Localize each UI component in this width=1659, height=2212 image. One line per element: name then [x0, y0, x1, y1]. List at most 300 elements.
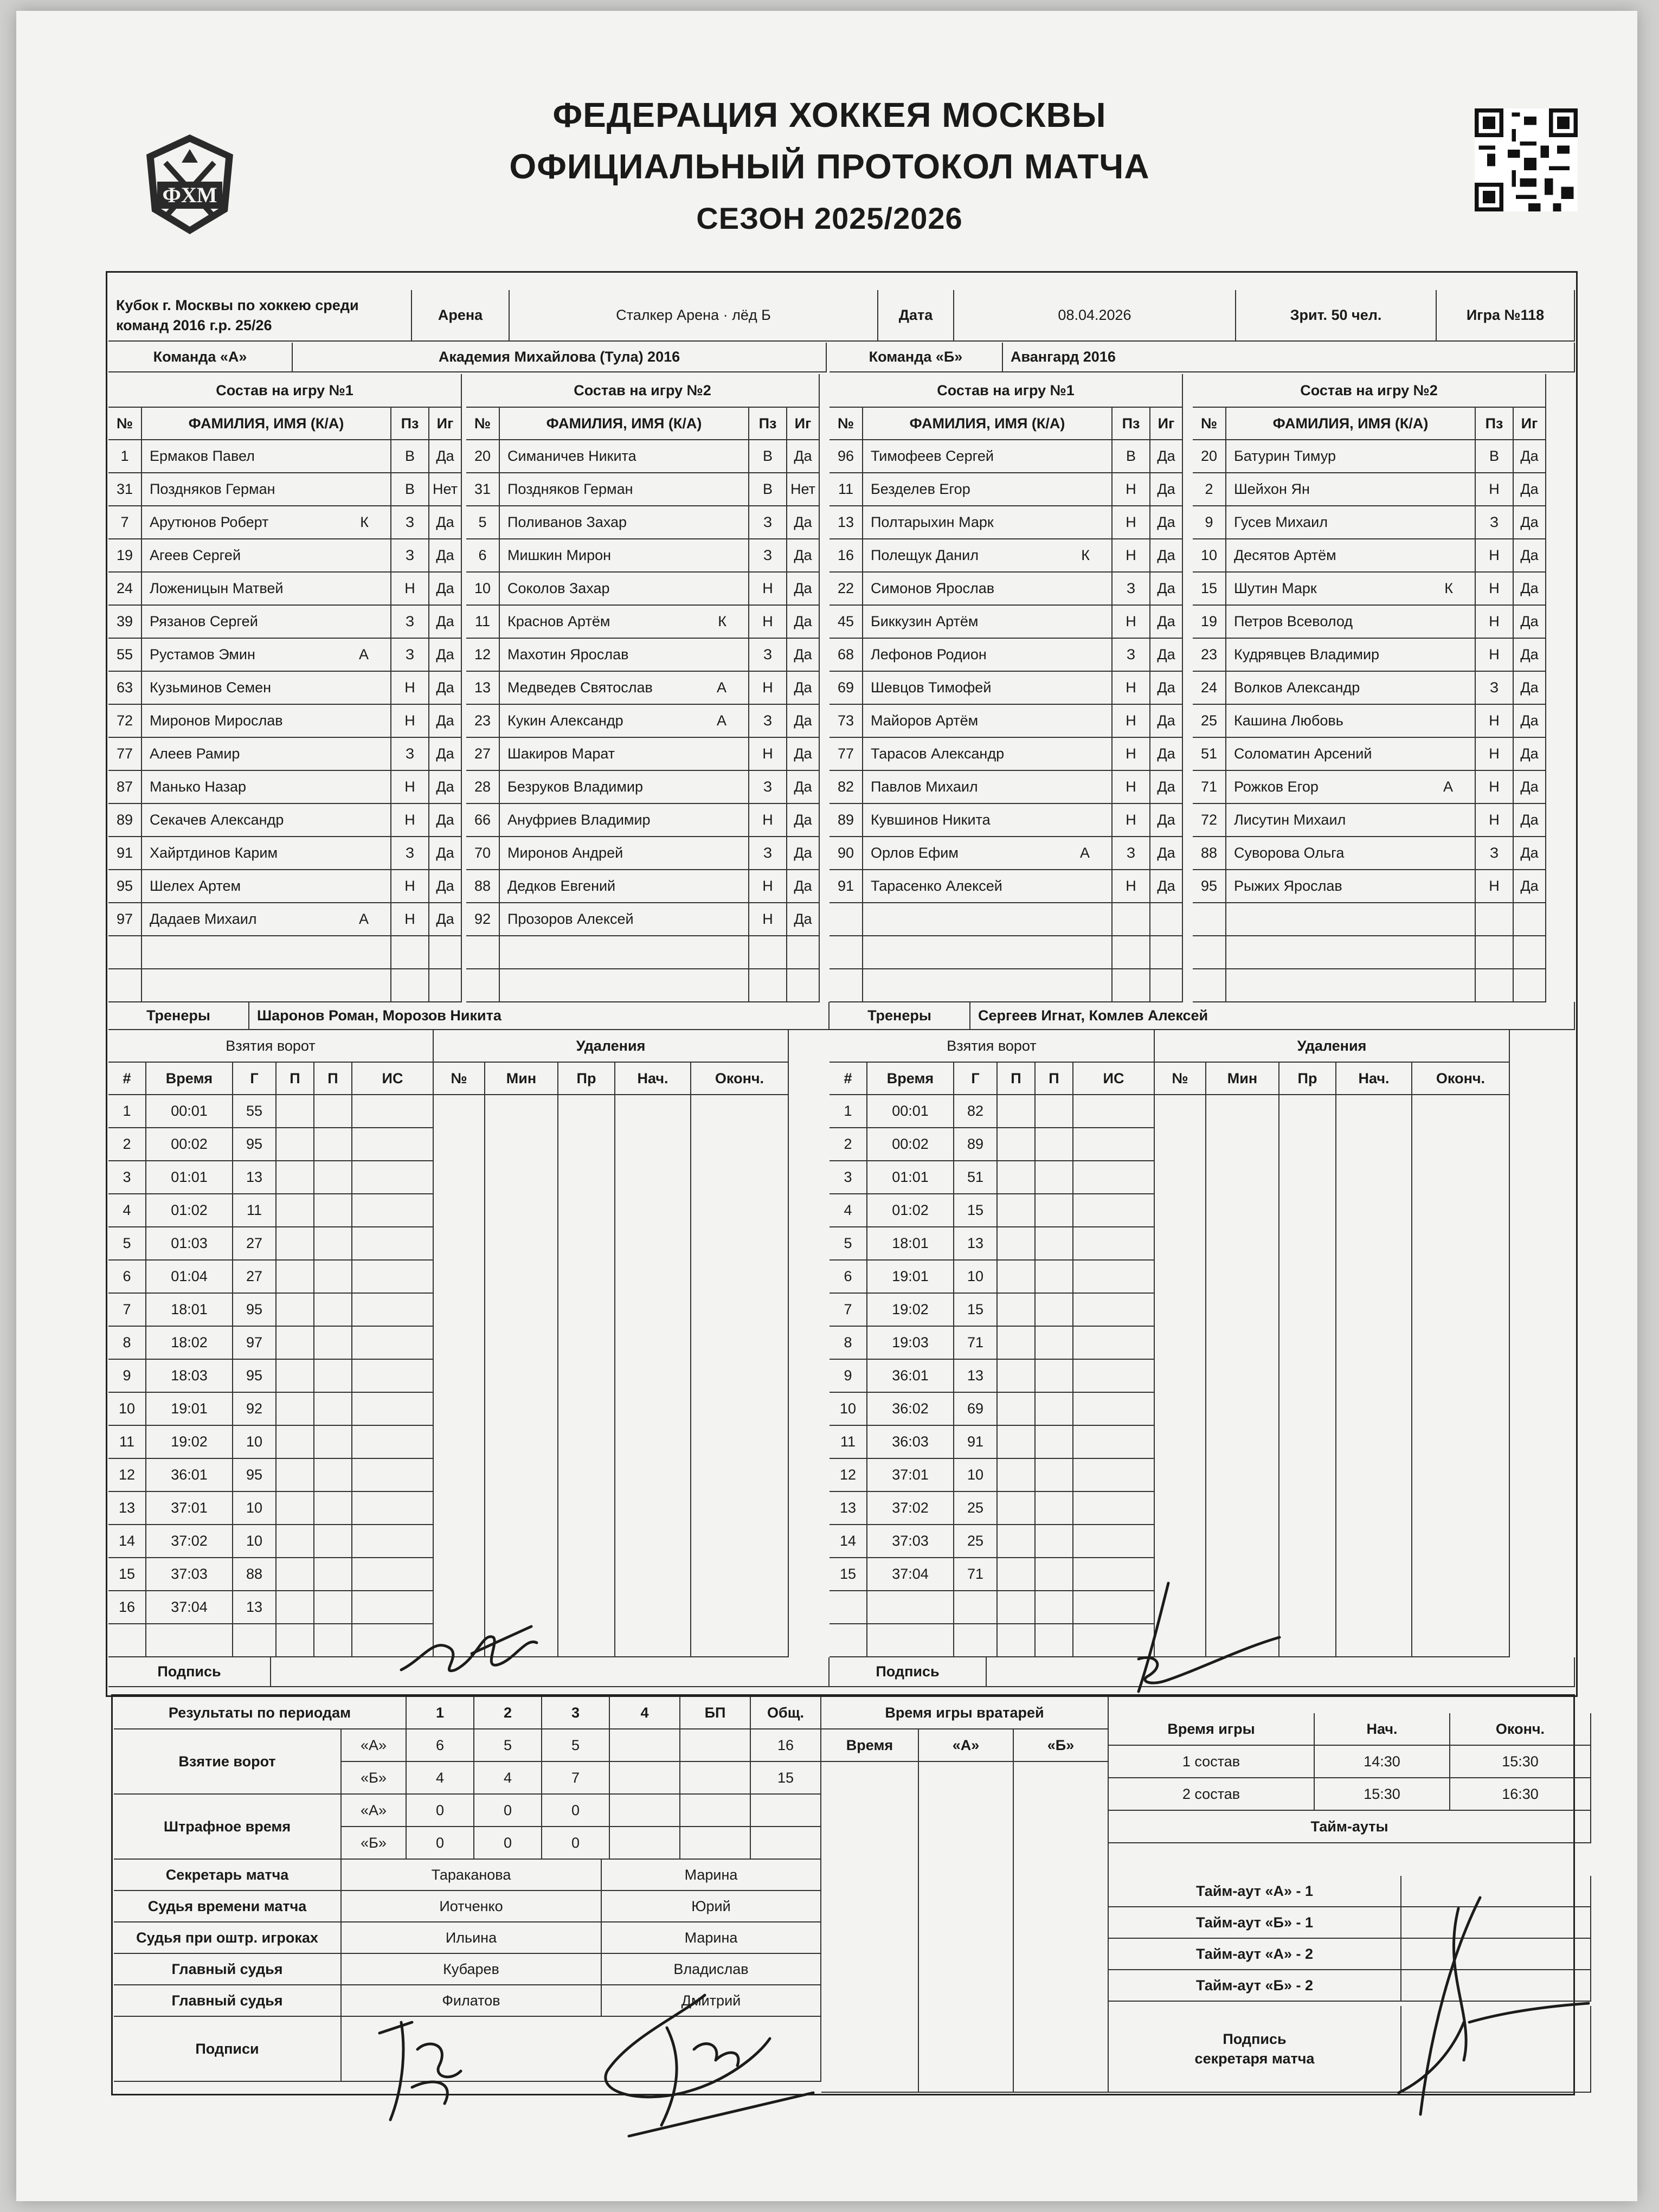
goal-cell: 16	[108, 1591, 146, 1624]
player-cell: 13	[466, 672, 500, 705]
goal-cell: 00:02	[867, 1128, 954, 1161]
player-name	[1226, 473, 1476, 506]
player-cell: Да	[429, 870, 462, 903]
result-cell: 7	[542, 1762, 610, 1795]
penalty-column	[1336, 1095, 1412, 1657]
player-cell: Да	[1150, 837, 1183, 870]
player-cell: 72	[1193, 804, 1226, 837]
goal-cell	[233, 1624, 276, 1657]
player-name	[142, 473, 391, 506]
goalie-col	[1014, 1762, 1109, 2093]
player-name-text: Шелех Артем	[150, 878, 241, 894]
team-a-name: Академия Михайлова (Тула) 2016	[293, 343, 827, 372]
gametime-end-header: Оконч.	[1450, 1713, 1591, 1746]
goal-cell: 7	[108, 1294, 146, 1327]
goal-cell: 36:01	[146, 1459, 233, 1492]
player-cell: 90	[829, 837, 863, 870]
official-name: Владислав	[602, 1954, 821, 1985]
goal-col-header: Время	[146, 1063, 233, 1095]
goal-cell	[1036, 1194, 1073, 1227]
player-cell: Н	[1113, 473, 1150, 506]
goal-cell: 97	[233, 1327, 276, 1360]
goal-cell	[276, 1459, 314, 1492]
player-cell: 70	[466, 837, 500, 870]
player-cell: Н	[1476, 473, 1514, 506]
result-cell: 4	[407, 1762, 474, 1795]
player-cell: Н	[391, 804, 429, 837]
player-name-text: Мишкин Мирон	[507, 547, 612, 563]
goal-cell	[314, 1261, 352, 1294]
player-cell: 22	[829, 573, 863, 606]
player-name-text: Поздняков Герман	[150, 481, 275, 497]
goal-cell	[954, 1591, 998, 1624]
goal-cell	[314, 1194, 352, 1227]
player-cell: Н	[1113, 870, 1150, 903]
captain-mark: А	[1443, 779, 1453, 795]
goals-title: Взятия ворот	[829, 1030, 1155, 1063]
penalty-column	[1412, 1095, 1510, 1657]
team-tag: «А»	[342, 1729, 407, 1762]
player-cell: З	[391, 738, 429, 771]
goal-cell	[1036, 1492, 1073, 1525]
player-name-text: Батурин Тимур	[1234, 448, 1336, 464]
goal-cell	[314, 1525, 352, 1558]
penalty-column	[558, 1095, 615, 1657]
goal-cell: 4	[829, 1194, 867, 1227]
player-cell: Н	[1113, 506, 1150, 539]
player-name	[1226, 639, 1476, 672]
goal-cell: 71	[954, 1558, 998, 1591]
goal-cell	[314, 1426, 352, 1459]
goal-cell	[1073, 1525, 1155, 1558]
player-cell: 19	[108, 539, 142, 573]
arena-value: Сталкер Арена · лёд Б	[510, 290, 878, 342]
player-cell	[1113, 936, 1150, 969]
goal-cell: 00:01	[867, 1095, 954, 1128]
col-pos-header: Пз	[1113, 408, 1150, 440]
player-name-text: Тарасов Александр	[871, 745, 1005, 762]
player-cell: Да	[1150, 606, 1183, 639]
goal-cell: 14	[108, 1525, 146, 1558]
player-cell: Да	[787, 539, 820, 573]
player-cell: Да	[1150, 672, 1183, 705]
gametime-start-header: Нач.	[1315, 1713, 1450, 1746]
player-cell: З	[749, 837, 787, 870]
goal-cell	[314, 1128, 352, 1161]
team-b-name: Авангард 2016	[1003, 343, 1575, 372]
player-name-text: Хайртдинов Карим	[150, 845, 278, 861]
goal-cell	[314, 1360, 352, 1393]
player-name	[863, 639, 1113, 672]
player-cell: Нет	[787, 473, 820, 506]
col-pos-header: Пз	[1476, 408, 1514, 440]
player-cell: 66	[466, 804, 500, 837]
player-cell: 6	[466, 539, 500, 573]
goal-cell: 95	[233, 1294, 276, 1327]
player-name-text: Майоров Артём	[871, 712, 979, 729]
goal-cell	[998, 1161, 1036, 1194]
player-name-text: Кудрявцев Владимир	[1234, 646, 1380, 663]
goal-cell	[998, 1591, 1036, 1624]
penalty-col-header: Оконч.	[691, 1063, 789, 1095]
player-cell: 97	[108, 903, 142, 936]
goal-cell: 10	[233, 1525, 276, 1558]
player-name-text: Рустамов Эмин	[150, 646, 255, 663]
player-name	[500, 539, 749, 573]
player-name	[863, 870, 1113, 903]
period-header: 2	[474, 1697, 542, 1729]
penalty-col-header: Пр	[1279, 1063, 1336, 1095]
player-cell: 92	[466, 903, 500, 936]
col-num-header: №	[466, 408, 500, 440]
lineup-title: Состав на игру №2	[1193, 374, 1546, 408]
player-name	[1226, 738, 1476, 771]
goal-cell: 8	[829, 1327, 867, 1360]
goal-cell	[276, 1128, 314, 1161]
goal-cell: 18:01	[146, 1294, 233, 1327]
date-value: 08.04.2026	[954, 290, 1236, 342]
goal-cell: 01:01	[867, 1161, 954, 1194]
player-name-text: Шутин Марк	[1234, 580, 1317, 596]
penalty-column	[434, 1095, 485, 1657]
official-surname: Филатов	[342, 1985, 602, 2017]
player-name	[863, 969, 1113, 1002]
goal-cell	[1073, 1327, 1155, 1360]
goal-cell	[352, 1227, 434, 1261]
player-cell: 68	[829, 639, 863, 672]
player-cell: Да	[429, 705, 462, 738]
player-name-text: Шевцов Тимофей	[871, 679, 992, 696]
col-num-header: №	[829, 408, 863, 440]
player-cell: 31	[466, 473, 500, 506]
results-title: Результаты по периодам	[114, 1697, 407, 1729]
player-cell: 12	[466, 639, 500, 672]
goal-cell	[954, 1624, 998, 1657]
goal-cell: 36:03	[867, 1426, 954, 1459]
goal-cell: 19:01	[146, 1393, 233, 1426]
goal-cell: 12	[829, 1459, 867, 1492]
goal-cell: 88	[233, 1558, 276, 1591]
sign-label-b: Подпись	[829, 1657, 987, 1687]
result-cell	[751, 1795, 821, 1827]
player-cell: Н	[391, 672, 429, 705]
player-cell: Н	[749, 672, 787, 705]
player-cell: Да	[787, 771, 820, 804]
penalties-title: Удаления	[1155, 1030, 1510, 1063]
goal-cell	[276, 1327, 314, 1360]
penalty-column	[691, 1095, 789, 1657]
player-name-text: Шакиров Марат	[507, 745, 615, 762]
player-cell: 28	[466, 771, 500, 804]
player-name	[142, 539, 391, 573]
gametime-end: 16:30	[1450, 1778, 1591, 1811]
team-tag: «Б»	[342, 1827, 407, 1860]
player-cell: Да	[787, 705, 820, 738]
lineup-title: Состав на игру №1	[829, 374, 1183, 408]
player-cell: Да	[429, 771, 462, 804]
goal-cell: 18:03	[146, 1360, 233, 1393]
coaches-label-a: Тренеры	[108, 1002, 249, 1030]
player-cell: В	[1476, 440, 1514, 473]
goal-cell: 11	[108, 1426, 146, 1459]
player-cell	[466, 936, 500, 969]
player-name-text: Алеев Рамир	[150, 745, 240, 762]
player-cell: 77	[829, 738, 863, 771]
player-name	[142, 606, 391, 639]
goal-cell	[352, 1558, 434, 1591]
goal-cell	[1036, 1558, 1073, 1591]
player-cell: Н	[391, 903, 429, 936]
player-cell: Н	[1476, 738, 1514, 771]
captain-mark: А	[358, 646, 369, 663]
player-cell: Да	[429, 506, 462, 539]
player-cell: Н	[1113, 771, 1150, 804]
goal-cell	[276, 1393, 314, 1426]
goal-col-header: П	[276, 1063, 314, 1095]
player-name	[863, 539, 1113, 573]
goal-cell	[1073, 1492, 1155, 1525]
player-cell: 7	[108, 506, 142, 539]
col-name-header: ФАМИЛИЯ, ИМЯ (К/А)	[142, 408, 391, 440]
col-ig-header: Иг	[1150, 408, 1183, 440]
player-name-text: Рожков Егор	[1234, 779, 1319, 795]
official-role: Главный судья	[114, 1954, 342, 1985]
player-cell: Да	[787, 606, 820, 639]
period-header: 1	[407, 1697, 474, 1729]
player-name-text: Петров Всеволод	[1234, 613, 1353, 629]
period-header: Общ.	[751, 1697, 821, 1729]
goal-cell: 10	[954, 1261, 998, 1294]
captain-mark: К	[718, 613, 726, 629]
player-name-text: Поздняков Герман	[507, 481, 633, 497]
penalty-col-header: №	[1155, 1063, 1206, 1095]
player-cell: Да	[1150, 705, 1183, 738]
goal-cell	[352, 1095, 434, 1128]
player-cell: З	[1113, 573, 1150, 606]
player-cell: Да	[787, 440, 820, 473]
player-cell	[391, 936, 429, 969]
goal-col-header: #	[108, 1063, 146, 1095]
player-cell: Н	[1476, 573, 1514, 606]
player-cell: Да	[1514, 506, 1546, 539]
col-name-header: ФАМИЛИЯ, ИМЯ (К/А)	[863, 408, 1113, 440]
goal-cell: 11	[233, 1194, 276, 1227]
goal-cell	[352, 1294, 434, 1327]
player-cell: Н	[749, 804, 787, 837]
player-name-text: Кузьминов Семен	[150, 679, 272, 696]
player-cell: Н	[749, 870, 787, 903]
player-name-text: Кашина Любовь	[1234, 712, 1343, 729]
goal-cell: 13	[954, 1360, 998, 1393]
player-cell: Да	[787, 639, 820, 672]
goal-cell	[998, 1327, 1036, 1360]
result-cell: 6	[407, 1729, 474, 1762]
goals-row-label: Взятие ворот	[114, 1729, 342, 1795]
goal-cell	[998, 1261, 1036, 1294]
period-header: 4	[610, 1697, 680, 1729]
goal-cell	[1036, 1525, 1073, 1558]
spectators-cell: Зрит. 50 чел.	[1236, 290, 1437, 342]
goal-cell: 1	[829, 1095, 867, 1128]
goal-cell: 36:02	[867, 1393, 954, 1426]
col-ig-header: Иг	[429, 408, 462, 440]
player-cell: З	[391, 837, 429, 870]
goal-cell: 37:02	[867, 1492, 954, 1525]
goal-cell: 69	[954, 1393, 998, 1426]
goal-col-header: Г	[233, 1063, 276, 1095]
goal-cell	[829, 1591, 867, 1624]
goal-cell	[314, 1294, 352, 1327]
goal-cell: 14	[829, 1525, 867, 1558]
goal-cell: 01:01	[146, 1161, 233, 1194]
goal-cell: 01:02	[146, 1194, 233, 1227]
captain-mark: К	[360, 514, 369, 530]
goal-cell: 37:04	[146, 1591, 233, 1624]
player-cell: Да	[1150, 506, 1183, 539]
goal-cell: 95	[233, 1459, 276, 1492]
header-title-1: ФЕДЕРАЦИЯ ХОККЕЯ МОСКВЫ	[552, 95, 1107, 134]
official-name: Дмитрий	[602, 1985, 821, 2017]
official-role: Главный судья	[114, 1985, 342, 2017]
player-name	[142, 672, 391, 705]
col-name-header: ФАМИЛИЯ, ИМЯ (К/А)	[500, 408, 749, 440]
player-cell: 13	[829, 506, 863, 539]
result-cell: 0	[407, 1827, 474, 1860]
col-num-header: №	[108, 408, 142, 440]
player-cell: В	[749, 440, 787, 473]
player-cell: 24	[108, 573, 142, 606]
secretary-sign-label: Подпись секретаря матча	[1109, 2006, 1401, 2093]
penalty-column	[615, 1095, 691, 1657]
goal-cell: 15	[108, 1558, 146, 1591]
goalie-time-header: Время	[821, 1729, 919, 1762]
goal-cell	[1073, 1360, 1155, 1393]
goal-cell	[829, 1624, 867, 1657]
player-name	[1226, 672, 1476, 705]
game-number-cell: Игра №118	[1437, 290, 1575, 342]
goal-cell	[1073, 1095, 1155, 1128]
team-tag: «А»	[342, 1795, 407, 1827]
goal-cell	[314, 1095, 352, 1128]
goal-cell	[314, 1624, 352, 1657]
coaches-b: Сергеев Игнат, Комлев Алексей	[970, 1002, 1575, 1030]
player-name	[142, 870, 391, 903]
goal-cell	[314, 1227, 352, 1261]
goal-cell	[352, 1492, 434, 1525]
player-cell: Н	[1113, 539, 1150, 573]
goal-cell	[314, 1327, 352, 1360]
player-cell	[429, 969, 462, 1002]
player-name	[142, 440, 391, 473]
goal-cell: 2	[108, 1128, 146, 1161]
player-cell: Н	[1113, 804, 1150, 837]
goal-cell	[276, 1525, 314, 1558]
player-name	[1226, 506, 1476, 539]
goal-cell: 37:01	[867, 1459, 954, 1492]
player-name-text: Манько Назар	[150, 779, 247, 795]
player-name	[142, 738, 391, 771]
player-name	[142, 903, 391, 936]
period-header: БП	[680, 1697, 751, 1729]
player-name	[500, 771, 749, 804]
goal-cell	[146, 1624, 233, 1657]
goal-cell	[1036, 1591, 1073, 1624]
timeout-label: Тайм-аут «А» - 2	[1109, 1939, 1401, 1970]
goal-cell	[276, 1294, 314, 1327]
goal-cell	[1073, 1294, 1155, 1327]
player-name-text: Полещук Данил	[871, 547, 979, 563]
goal-cell: 95	[233, 1128, 276, 1161]
player-cell: 5	[466, 506, 500, 539]
goal-cell: 9	[108, 1360, 146, 1393]
result-cell: 5	[542, 1729, 610, 1762]
player-name-text: Гусев Михаил	[1234, 514, 1328, 530]
penalty-col-header: Пр	[558, 1063, 615, 1095]
player-cell: Да	[787, 804, 820, 837]
goal-cell: 15	[829, 1558, 867, 1591]
player-cell: 25	[1193, 705, 1226, 738]
captain-mark: А	[716, 712, 726, 729]
goal-cell: 91	[954, 1426, 998, 1459]
player-cell: 87	[108, 771, 142, 804]
official-role: Судья времени матча	[114, 1891, 342, 1922]
player-name	[1226, 837, 1476, 870]
player-name	[863, 672, 1113, 705]
player-cell: 69	[829, 672, 863, 705]
goal-cell: 5	[829, 1227, 867, 1261]
player-name	[142, 804, 391, 837]
player-cell: Да	[1150, 738, 1183, 771]
player-cell: З	[1476, 837, 1514, 870]
player-cell: Да	[787, 672, 820, 705]
player-cell: Да	[429, 672, 462, 705]
official-name: Марина	[602, 1860, 821, 1891]
player-cell: З	[391, 506, 429, 539]
player-name	[142, 969, 391, 1002]
result-cell: 15	[751, 1762, 821, 1795]
coaches-a: Шаронов Роман, Морозов Никита	[249, 1002, 829, 1030]
player-cell: 15	[1193, 573, 1226, 606]
player-name-text: Симонов Ярослав	[871, 580, 995, 596]
goal-cell: 01:03	[146, 1227, 233, 1261]
player-name	[1226, 969, 1476, 1002]
player-name-text: Биккузин Артём	[871, 613, 979, 629]
goal-cell: 3	[108, 1161, 146, 1194]
player-cell: З	[391, 606, 429, 639]
player-name	[1226, 936, 1476, 969]
goal-cell	[314, 1492, 352, 1525]
player-name-text: Краснов Артём	[507, 613, 610, 629]
result-cell	[680, 1827, 751, 1860]
player-cell: З	[749, 506, 787, 539]
penalty-col-header: Мин	[485, 1063, 558, 1095]
goal-cell: 13	[233, 1591, 276, 1624]
player-name-text: Миронов Мирослав	[150, 712, 283, 729]
player-cell: Н	[391, 573, 429, 606]
player-cell: 9	[1193, 506, 1226, 539]
player-name	[1226, 771, 1476, 804]
goal-cell: 00:01	[146, 1095, 233, 1128]
player-cell: Н	[391, 870, 429, 903]
player-name	[500, 903, 749, 936]
player-cell	[108, 936, 142, 969]
goal-cell	[1073, 1426, 1155, 1459]
player-name	[1226, 804, 1476, 837]
goal-cell	[998, 1128, 1036, 1161]
player-cell: 72	[108, 705, 142, 738]
player-name	[500, 639, 749, 672]
player-name-text: Ануфриев Владимир	[507, 812, 651, 828]
